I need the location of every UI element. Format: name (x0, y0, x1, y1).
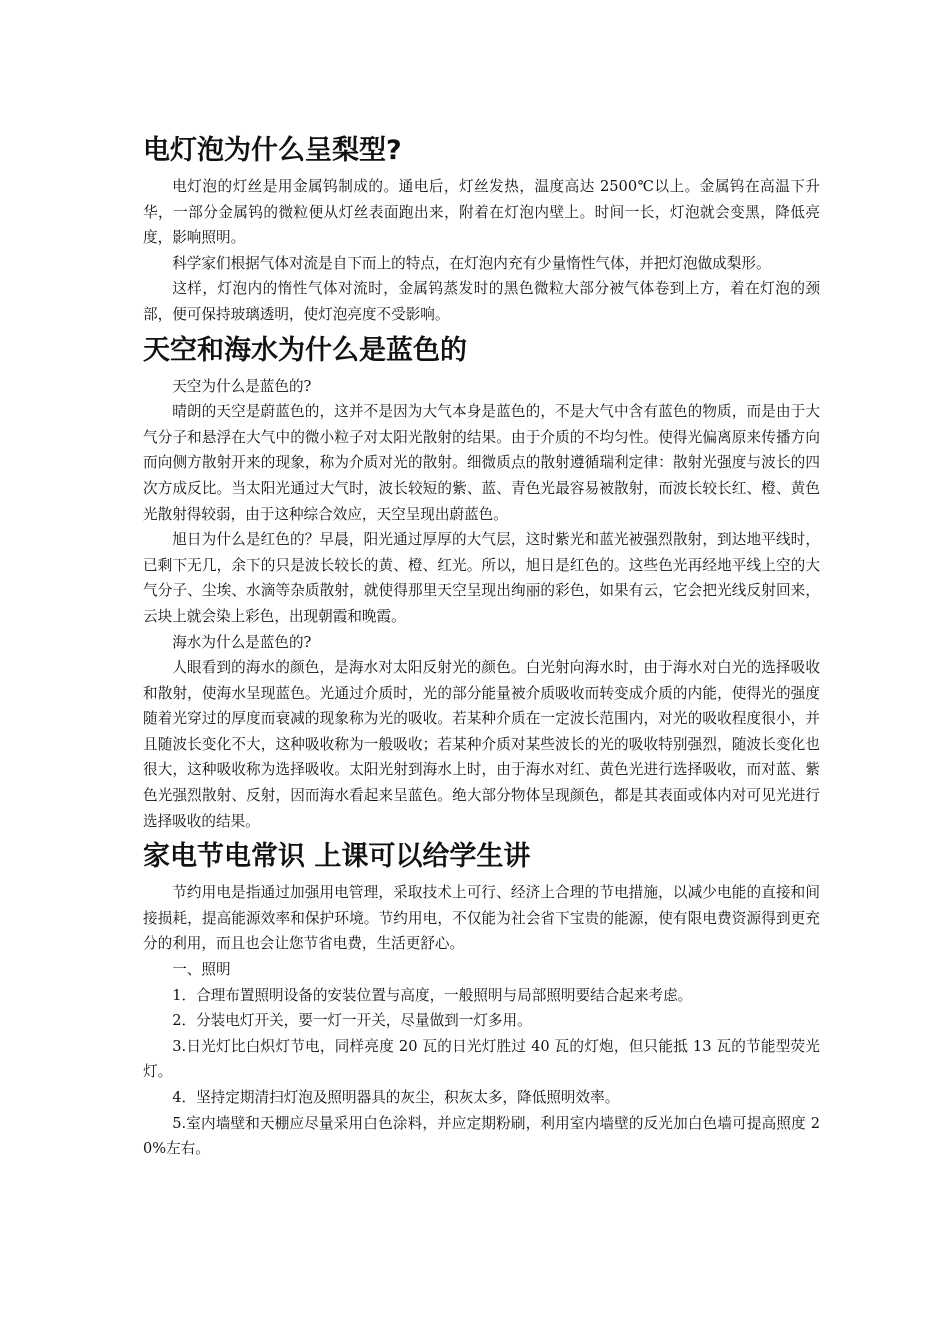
list-heading: 一、照明 (172, 961, 231, 979)
paragraph: 人眼看到的海水的颜色，是海水对太阳反射光的颜色。白光射向海水时，由于海水对白光的选择吸收和散射，使海水呈现蓝色。光通过介质时，光的部分能量被介质吸收而转变成介质的内能，使得光的强度随着光穿过的厚度而衰减的现象称为光的吸收。若某种介质在一定波长范围内，对光的吸收程度很小，并且随波长变化不大，这种吸收称为一般吸收；若某种介质对某些波长的光的吸收特别强烈，随波长变化也很大，这种吸收称为选择吸收。太阳光射到海水上时，由于海水对红、黄色光进行选择吸收，而对蓝、紫色光强烈散射、反射，因而海水看起来呈蓝色。绝大部分物体呈现颜色，都是其表面或体内对可见光进行选择吸收的结果。 (143, 659, 820, 830)
section-power-saving (143, 834, 820, 1162)
paragraph: 天空为什么是蓝色的? (172, 377, 312, 395)
list-item: 5.室内墙壁和天棚应尽量采用白色涂料，并应定期粉刷，利用室内墙壁的反光加白色墙可提高照度 20%左右。 (143, 1114, 820, 1158)
document-page (143, 128, 820, 1162)
paragraph: 晴朗的天空是蔚蓝色的，这并不是因为大气本身是蓝色的，不是大气中含有蓝色的物质，而是由于大气分子和悬浮在大气中的微小粒子对太阳光散射的结果。由于介质的不均匀性。使得光偏离原来传播方向而向侧方散射开来的现象，称为介质对光的散射。细微质点的散射遵循瑞利定律：散射光强度与波长的四次方成反比。当太阳光通过大气时，波长较短的紫、蓝、青色光最容易被散射，而波长较长红、橙、黄色光散射得较弱，由于这种综合效应，天空呈现出蔚蓝色。 (143, 403, 820, 523)
section-title: 天空和海水为什么是蓝色的 (143, 334, 467, 366)
section-title: 家电节电常识 上课可以给学生讲 (143, 841, 531, 873)
list-item: 2．分装电灯开关，要一灯一开关，尽量做到一灯多用。 (172, 1012, 532, 1030)
paragraph: 这样，灯泡内的惰性气体对流时，金属钨蒸发时的黑色微粒大部分被气体卷到上方，着在灯泡的颈部，便可保持玻璃透明，使灯泡亮度不受影响。 (143, 280, 820, 323)
list-item: 4．坚持定期清扫灯泡及照明器具的灰尘，积灰太多，降低照明效率。 (172, 1089, 620, 1106)
section-title: 电灯泡为什么呈梨型? (143, 135, 402, 166)
section-light-bulb (143, 128, 820, 328)
list-item: 1．合理布置照明设备的安装位置与高度，一般照明与局部照明要结合起来考虑。 (172, 986, 693, 1004)
paragraph: 科学家们根据气体对流是自下而上的特点，在灯泡内充有少量惰性气体，并把灯泡做成梨形。 (172, 254, 771, 272)
paragraph: 节约用电是指通过加强用电管理，采取技术上可行、经济上合理的节电措施，以减少电能的直接和间接损耗，提高能源效率和保护环境。节约用电，不仅能为社会省下宝贵的能源，使有限电费资源得到更充分的利用，而且也会让您节省电费，生活更舒心。 (143, 884, 820, 953)
paragraph: 电灯泡的灯丝是用金属钨制成的。通电后，灯丝发热，温度高达 2500℃以上。金属钨在高温下升华，一部分金属钨的微粒便从灯丝表面跑出来，附着在灯泡内壁上。时间一长，灯泡就会变黑，降低亮度，影响照明。 (143, 178, 820, 247)
paragraph: 旭日为什么是红色的？早晨，阳光通过厚厚的大气层，这时紫光和蓝光被强烈散射，到达地平线时，已剩下无几，余下的只是波长较长的黄、橙、红光。所以，旭日是红色的。这些色光再经地平线上空的大气分子、尘埃、水滴等杂质散射，就使得那里天空呈现出绚丽的彩色，如果有云，它会把光线反射回来，云块上就会染上彩色，出现朝霞和晚霞。 (143, 531, 820, 625)
paragraph: 海水为什么是蓝色的? (172, 633, 312, 651)
section-sky-sea-blue (143, 328, 820, 835)
list-item: 3.日光灯比白炽灯节电，同样亮度 20 瓦的日光灯胜过 40 瓦的灯炮，但只能抵 13 瓦的节能型荧光灯。 (143, 1037, 820, 1081)
